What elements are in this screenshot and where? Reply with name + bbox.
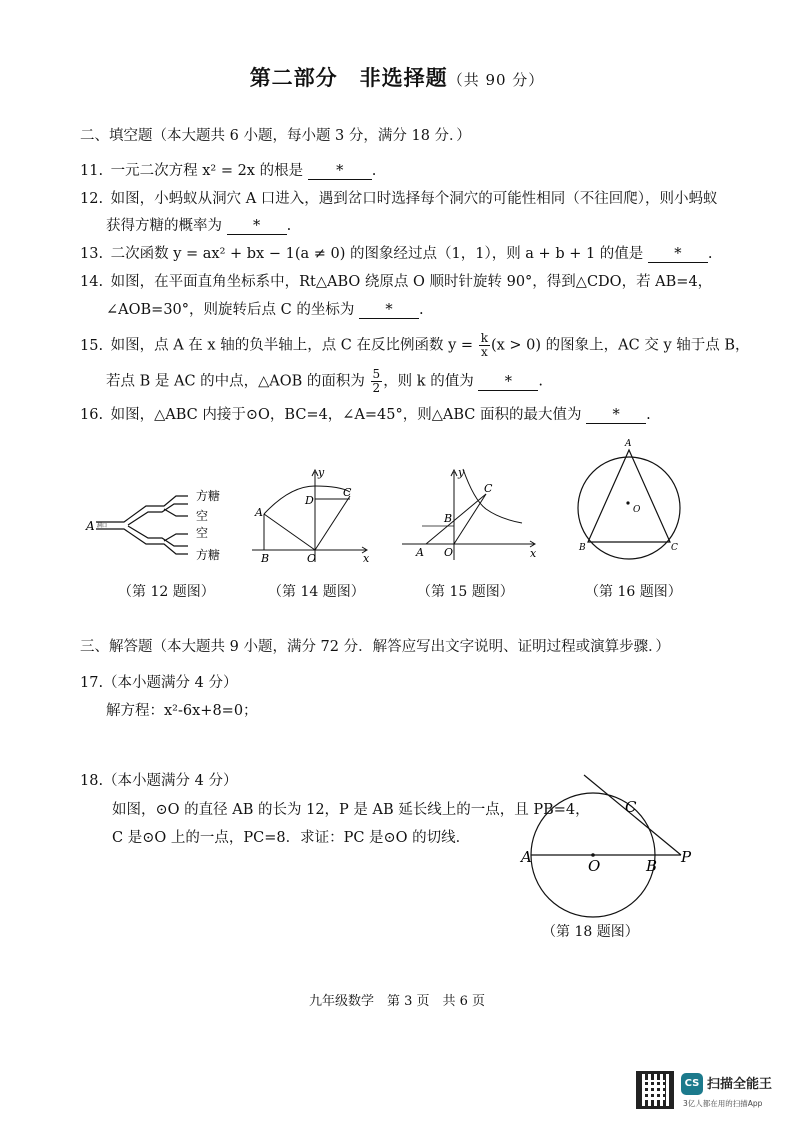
question-18-line1: 如图，⊙O 的直径 AB 的长为 12，P 是 AB 延长线上的一点，且 PB=4，	[112, 802, 590, 818]
question-text: 若点 B 是 AC 的中点，△AOB 的面积为	[106, 373, 365, 390]
triangle-abc	[588, 450, 670, 542]
question-17-title: 17.（本小题满分 4 分）	[80, 675, 238, 691]
title-subtitle: （共 90 分）	[447, 71, 545, 89]
question-text: 如图，△ABC 内接于⊙O，BC=4，∠A=45°，则△ABC 面积的最大值为	[110, 407, 582, 423]
question-14-line2	[106, 300, 424, 320]
question-text: ，则 k 的值为	[383, 373, 474, 390]
axis-label-y: y	[458, 466, 465, 479]
question-12-line2	[106, 216, 291, 236]
fraction-area	[371, 368, 383, 395]
point-label-c: C	[343, 486, 352, 499]
axis-label-x: x	[363, 552, 370, 564]
page-title	[0, 62, 794, 92]
point-label-a: A	[521, 848, 532, 866]
question-number: 16.	[80, 407, 104, 423]
point-label-p: P	[681, 848, 692, 866]
answer-blank: *	[308, 163, 372, 180]
title-main: 第二部分 非选择题	[249, 65, 448, 90]
point-label-a: A	[625, 439, 632, 449]
figure-12-ant-tunnel	[84, 482, 234, 566]
figure-16-inscribed-triangle	[566, 434, 692, 562]
question-17-body: 解方程：x²-6x+8=0；	[106, 703, 258, 719]
question-number: 13.	[80, 246, 104, 262]
segment-co	[454, 494, 486, 544]
page-footer: 九年级数学 第 3 页 共 6 页	[308, 994, 486, 1009]
question-16	[80, 405, 651, 425]
axis-label-x: x	[530, 547, 537, 560]
entrance-label: 洞口	[97, 523, 108, 529]
segment-co	[315, 496, 350, 550]
point-label-a: A	[416, 546, 424, 559]
point-label-a: A	[86, 519, 95, 533]
question-13	[80, 244, 713, 264]
branch-label-2: 空	[196, 509, 209, 523]
question-number: 11.	[80, 163, 104, 179]
figure-12-caption: （第 12 题图）	[118, 584, 215, 600]
qr-code-icon	[636, 1071, 674, 1109]
question-text-end: .	[646, 407, 651, 423]
question-text: 二次函数 y = ax² + bx − 1(a ≠ 0) 的图象经过点（1，1），则 a + b + 1 的值是	[110, 246, 644, 262]
question-text-end: .	[418, 302, 424, 318]
figure-14-caption: （第 14 题图）	[268, 584, 365, 600]
question-number: 14.	[80, 274, 104, 290]
point-label-c: C	[625, 798, 637, 816]
figure-18-caption: （第 18 题图）	[542, 924, 639, 940]
question-text: 如图，在平面直角坐标系中，Rt△ABO 绕原点 O 顺时针旋转 90°，得到△CDO，若 AB=4，	[110, 274, 713, 290]
camscanner-logo: CS	[681, 1073, 703, 1095]
point-label-b: B	[646, 857, 658, 875]
point-label-a: A	[255, 506, 263, 519]
question-text-end: .	[538, 373, 543, 390]
point-label-o: O	[633, 505, 641, 515]
question-number: 12.	[80, 191, 104, 207]
question-12	[80, 189, 718, 209]
camscanner-tagline: 3亿人都在用的扫描App	[683, 1099, 763, 1108]
figure-15-inverse-function	[400, 464, 542, 564]
figure-14-rotation	[250, 466, 375, 564]
question-text: (x > 0) 的图象上，AC 交 y 轴于点 B，	[490, 337, 750, 354]
section-heading-answer: 三、解答题（本大题共 9 小题，满分 72 分．解答应写出文字说明、证明过程或演算步骤．）	[80, 639, 670, 655]
camscanner-app-name: 扫描全能王	[707, 1077, 773, 1092]
question-text: ∠AOB=30°，则旋转后点 C 的坐标为	[106, 302, 355, 318]
fraction-k-over-x	[479, 332, 490, 359]
question-text-end: .	[286, 218, 292, 234]
figure-15-caption: （第 15 题图）	[417, 584, 514, 600]
question-18-title: 18.（本小题满分 4 分）	[80, 773, 238, 789]
fraction-denominator: 2	[372, 381, 381, 395]
question-15-line2	[106, 368, 543, 395]
center-point	[626, 501, 629, 504]
fraction-numerator: 5	[372, 367, 381, 381]
point-label-b: B	[261, 552, 270, 564]
circle-o	[578, 457, 680, 559]
branch-label-3: 空	[196, 526, 209, 540]
question-text: 如图，点 A 在 x 轴的负半轴上，点 C 在反比例函数 y =	[110, 337, 474, 354]
figure-18-tangent	[518, 770, 698, 920]
question-text-end: .	[707, 246, 713, 262]
figure-16-caption: （第 16 题图）	[585, 584, 682, 600]
answer-blank: *	[586, 407, 646, 424]
segment-ao	[264, 514, 315, 550]
answer-blank: *	[227, 218, 287, 235]
branch-label-4: 方糖	[196, 548, 221, 562]
question-15	[80, 332, 750, 359]
section-heading-fill-in: 二、填空题（本大题共 6 小题，每小题 3 分，满分 18 分．）	[80, 128, 471, 144]
point-label-c: C	[671, 543, 678, 553]
point-label-b: B	[579, 543, 586, 553]
question-text: 获得方糖的概率为	[106, 218, 222, 234]
axis-label-y: y	[318, 466, 325, 479]
segment-ac	[426, 494, 486, 544]
point-label-b: B	[444, 512, 453, 525]
question-text: 一元二次方程 x² = 2x 的根是	[110, 163, 304, 179]
point-label-o: O	[588, 857, 601, 875]
hyperbola-curve	[463, 469, 522, 523]
point-label-c: C	[484, 482, 493, 495]
branch-label-1: 方糖	[196, 489, 221, 503]
tunnel-lines	[96, 496, 188, 554]
fraction-denominator: x	[480, 345, 488, 359]
point-label-o: O	[307, 552, 317, 564]
question-text: 如图，小蚂蚁从洞穴 A 口进入，遇到岔口时选择每个洞穴的可能性相同（不往回爬），则小蚂蚁	[110, 191, 718, 207]
question-text-end: .	[371, 163, 377, 179]
question-14	[80, 272, 712, 292]
question-number: 15.	[80, 337, 104, 354]
question-18-line2: C 是⊙O 上的一点，PC=8．求证：PC 是⊙O 的切线．	[112, 830, 471, 846]
question-11	[80, 161, 376, 181]
answer-blank: *	[478, 374, 538, 391]
answer-blank: *	[648, 246, 708, 263]
point-label-o: O	[444, 546, 454, 559]
answer-blank: *	[359, 302, 419, 319]
fraction-numerator: k	[480, 331, 488, 345]
point-label-d: D	[305, 494, 314, 507]
